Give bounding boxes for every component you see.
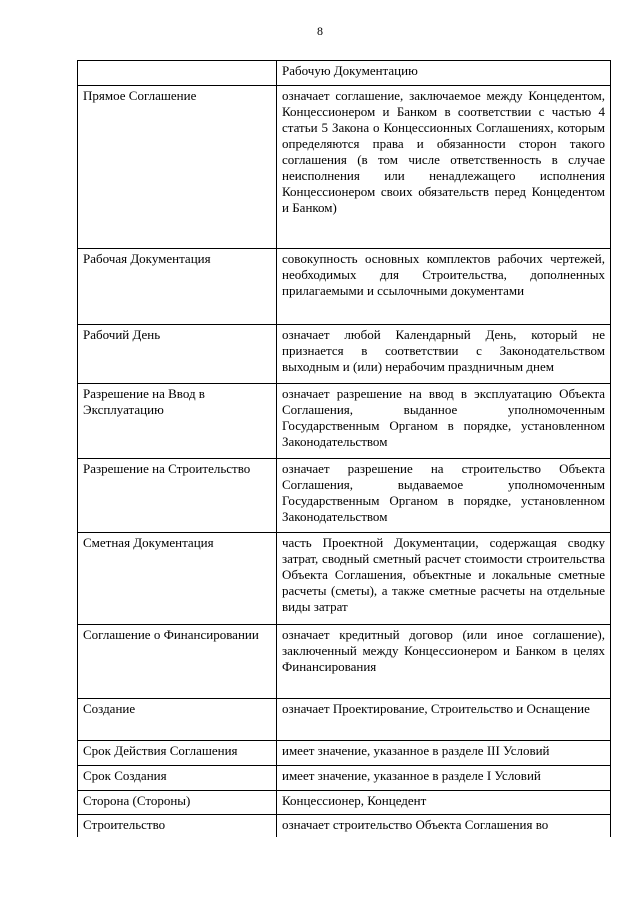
table-row (78, 766, 611, 791)
table-row (78, 741, 611, 766)
table-row (78, 699, 611, 741)
term-cell: Разрешение на Строительство (78, 459, 277, 533)
table-row (78, 61, 611, 86)
term-cell: Создание (78, 699, 277, 741)
table-row (78, 625, 611, 699)
term-cell: Срок Действия Соглашения (78, 741, 277, 766)
definition-cell: означает разрешение на ввод в эксплуатацию Объекта Соглашения, выданное уполномоченным Государственным Органом в порядке, установленном Законодательством (277, 384, 611, 459)
definition-cell: означает Проектирование, Строительство и Оснащение (277, 699, 611, 741)
term-cell: Рабочий День (78, 325, 277, 384)
definition-cell: означает разрешение на строительство Объекта Соглашения, выдаваемое уполномоченным Государственным Органом в порядке, установленном Законодательством (277, 459, 611, 533)
page-number: 8 (317, 24, 323, 38)
definition-cell: совокупность основных комплектов рабочих чертежей, необходимых для Строительства, дополненных прилагаемыми и ссылочными документами (277, 249, 611, 325)
definition-cell: означает строительство Объекта Соглашения во (277, 815, 611, 837)
table-row (78, 249, 611, 325)
definition-cell: означает соглашение, заключаемое между Концедентом, Концессионером и Банком в соответствии с частью 4 статьи 5 Закона о Концессионных Соглашениях, которым определяются права и обязанности сторон такого соглашения (в том числе ответственность в случае неисполнения или ненадлежащего исполнения Концессионером своих обязательств перед Концедентом и Банком) (277, 86, 611, 249)
definition-cell: означает кредитный договор (или иное соглашение), заключенный между Концессионером и Банком в целях Финансирования (277, 625, 611, 699)
table-row (78, 459, 611, 533)
definition-cell: означает любой Календарный День, который не признается в соответствии с Законодательством выходным и (или) нерабочим праздничным днем (277, 325, 611, 384)
term-cell: Сторона (Стороны) (78, 791, 277, 815)
table-row (78, 325, 611, 384)
definition-cell: имеет значение, указанное в разделе I Условий (277, 766, 611, 791)
term-cell: Рабочая Документация (78, 249, 277, 325)
term-cell: Прямое Соглашение (78, 86, 277, 249)
definition-cell: Концессионер, Концедент (277, 791, 611, 815)
definition-cell: Рабочую Документацию (277, 61, 611, 86)
term-cell: Соглашение о Финансировании (78, 625, 277, 699)
definition-cell: имеет значение, указанное в разделе III Условий (277, 741, 611, 766)
table-row (78, 533, 611, 625)
term-cell: Строительство (78, 815, 277, 837)
table-row (78, 791, 611, 815)
term-cell: Сметная Документация (78, 533, 277, 625)
definition-cell: часть Проектной Документации, содержащая сводку затрат, сводный сметный расчет стоимости строительства Объекта Соглашения, объектные и локальные сметные расчеты (сметы), а также сметные расчеты на отдельные виды затрат (277, 533, 611, 625)
term-cell: Срок Создания (78, 766, 277, 791)
term-cell (78, 61, 277, 86)
definitions-table (77, 60, 611, 837)
table-row (78, 86, 611, 249)
table-row (78, 384, 611, 459)
term-cell: Разрешение на Ввод в Эксплуатацию (78, 384, 277, 459)
table-row (78, 815, 611, 837)
